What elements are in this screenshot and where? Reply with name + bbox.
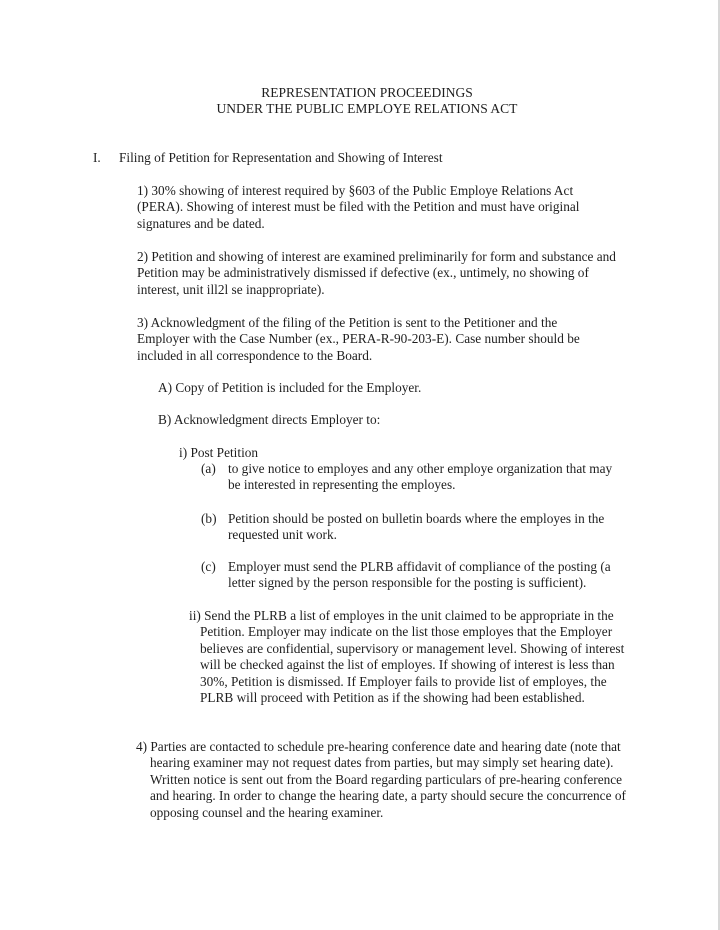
subparagraph-a: A) Copy of Petition is included for the Employer. xyxy=(158,380,422,395)
title-line-2: UNDER THE PUBLIC EMPLOYE RELATIONS ACT xyxy=(216,101,518,116)
subparagraph-b: B) Acknowledgment directs Employer to: xyxy=(158,412,381,427)
paragraph-3: 3) Acknowledgment of the filing of the Petition is sent to the Petitioner and the Employer with the Case Number (ex., PERA-R-90-203-E). Case number should be included in all correspondence to the Board. xyxy=(137,315,580,363)
item-c-text: Employer must send the PLRB affidavit of compliance of the posting (a letter signed by the person responsible for the posting is sufficient). xyxy=(228,559,611,591)
item-i-post-petition: i) Post Petition xyxy=(179,445,259,460)
item-b-text: Petition should be posted on bulletin boards where the employes in the requested unit work. xyxy=(228,511,605,543)
item-b-label: (b) xyxy=(201,511,217,526)
document-title xyxy=(0,85,720,117)
paragraph-4: 4) Parties are contacted to schedule pre-hearing conference date and hearing date (note that hearing examiner may not request dates from parties, but may simply set hearing date). Written notice is sent out from the Board regarding particulars of pre-hearing conference and hearing. In order to change the hearing date, a party should secure the concurrence of opposing counsel and the hearing examiner. xyxy=(136,739,626,820)
item-ii-text: ii) Send the PLRB a list of employes in the unit claimed to be appropriate in the Petition. Employer may indicate on the list those employes that the Employer believes are confidential, supervisory or management level. Showing of interest will be checked against the list of employes. If showing of interest is less than 30%, Petition is dismissed. If Employer fails to provide list of employes, the PLRB will proceed with Petition as if the showing had been established. xyxy=(189,608,625,706)
section-title: Filing of Petition for Representation and Showing of Interest xyxy=(119,150,443,165)
item-ii xyxy=(189,608,629,706)
item-a-label: (a) xyxy=(201,461,216,476)
title-line-1: REPRESENTATION PROCEEDINGS xyxy=(261,85,473,100)
paragraph-2: 2) Petition and showing of interest are examined preliminarily for form and substance and Petition may be administratively dismissed if defective (ex., untimely, no showing of interest, unit ill2l se inappropriate). xyxy=(137,249,616,297)
item-c-label: (c) xyxy=(201,559,216,574)
paragraph-1: 1) 30% showing of interest required by §603 of the Public Employe Relations Act (PERA). Showing of interest must be filed with the Petition and must have original signatures and be dated. xyxy=(137,183,580,231)
section-number: I. xyxy=(93,150,101,165)
item-a-text: to give notice to employes and any other employe organization that may be interested in representing the employes. xyxy=(228,461,613,493)
